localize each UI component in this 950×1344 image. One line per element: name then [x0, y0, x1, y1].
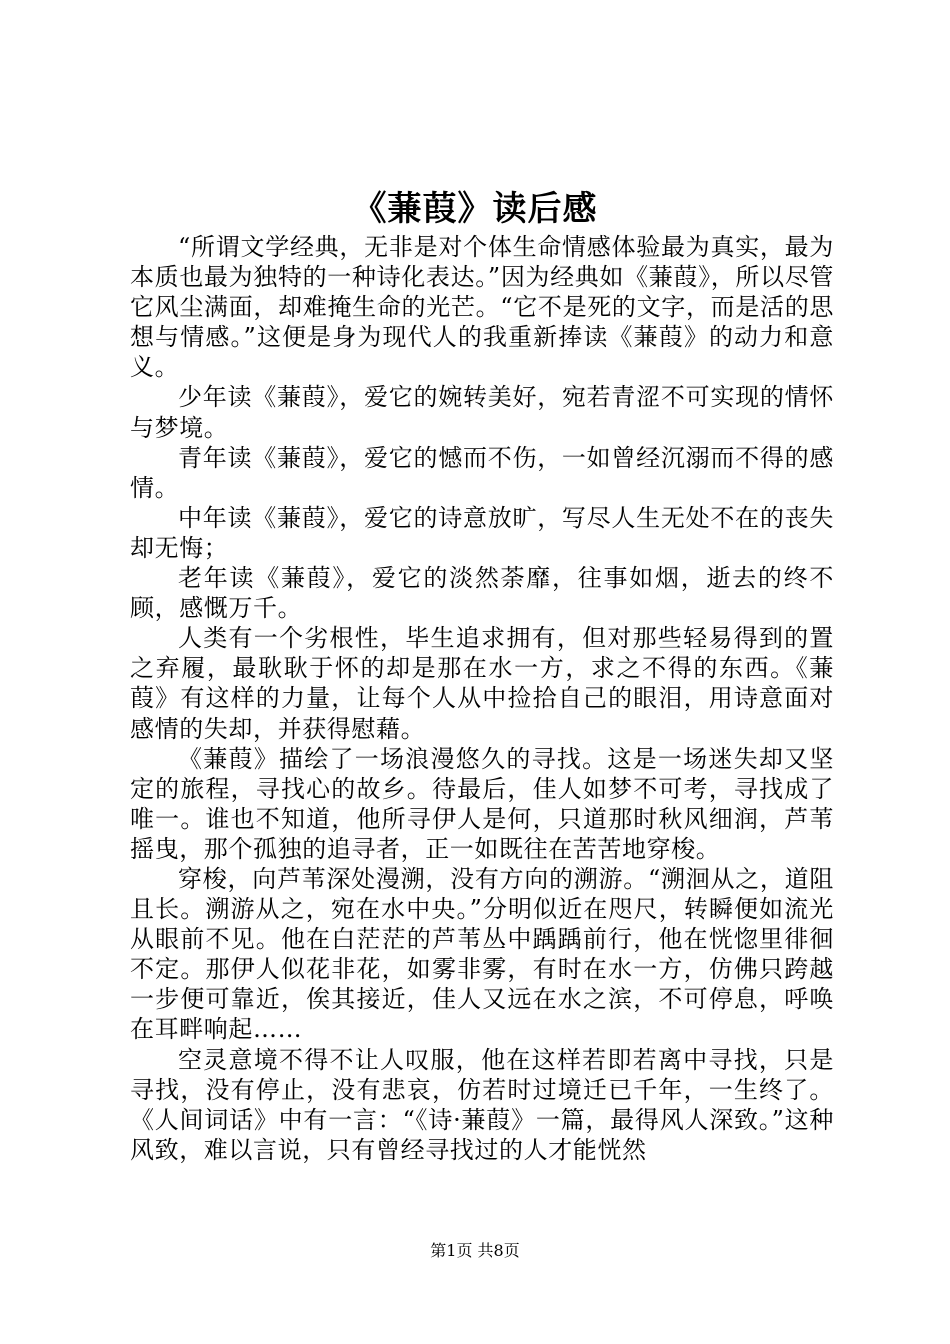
- document-body: [130, 232, 834, 1165]
- page-footer: 第1页 共8页: [430, 1241, 520, 1260]
- document-title: 《蒹葭》读后感: [352, 189, 598, 229]
- paragraph: 穿梭，向芦苇深处漫溯，没有方向的溯游。“溯洄从之，道阻且长。溯游从之，宛在水中央。”分明似近在咫尺，转瞬便如流光从眼前不见。他在白茫茫的芦苇丛中踽踽前行，他在恍惚里徘徊不定。那伊人似花非花，如雾非雾，有时在水一方，仿佛只跨越一步便可靠近，俟其接近，佳人又远在水之滨，不可停息，呼唤在耳畔响起……: [130, 864, 834, 1044]
- paragraph: 少年读《蒹葭》，爱它的婉转美好，宛若青涩不可实现的情怀与梦境。: [130, 383, 834, 442]
- paragraph: 空灵意境不得不让人叹服，他在这样若即若离中寻找，只是寻找，没有停止，没有悲哀，仿若时过境迁已千年，一生终了。《人间词话》中有一言：“《诗·蒹葭》一篇，最得风人深致。”这种风致，难以言说，只有曾经寻找过的人才能恍然: [130, 1045, 834, 1164]
- paragraph: 中年读《蒹葭》，爱它的诗意放旷，写尽人生无处不在的丧失却无悔；: [130, 503, 834, 562]
- paragraph: 《蒹葭》描绘了一场浪漫悠久的寻找。这是一场迷失却又坚定的旅程，寻找心的故乡。待最后，佳人如梦不可考，寻找成了唯一。谁也不知道，他所寻伊人是何，只道那时秋风细润，芦苇摇曳，那个孤独的追寻者，正一如既往在苦苦地穿梭。: [130, 744, 834, 863]
- paragraph: 人类有一个劣根性，毕生追求拥有，但对那些轻易得到的置之弃履，最耿耿于怀的却是那在水一方，求之不得的东西。《蒹葭》有这样的力量，让每个人从中捡拾自己的眼泪，用诗意面对感情的失却，并获得慰藉。: [130, 624, 834, 743]
- paragraph: “所谓文学经典，无非是对个体生命情感体验最为真实，最为本质也最为独特的一种诗化表达。”因为经典如《蒹葭》，所以尽管它风尘满面，却难掩生命的光芒。“它不是死的文字，而是活的思想与情感。”这便是身为现代人的我重新捧读《蒹葭》的动力和意义。: [130, 233, 834, 382]
- paragraph: 老年读《蒹葭》，爱它的淡然荼靡，往事如烟，逝去的终不顾，感慨万千。: [130, 564, 834, 623]
- paragraph: 青年读《蒹葭》，爱它的憾而不伤，一如曾经沉溺而不得的感情。: [130, 443, 834, 502]
